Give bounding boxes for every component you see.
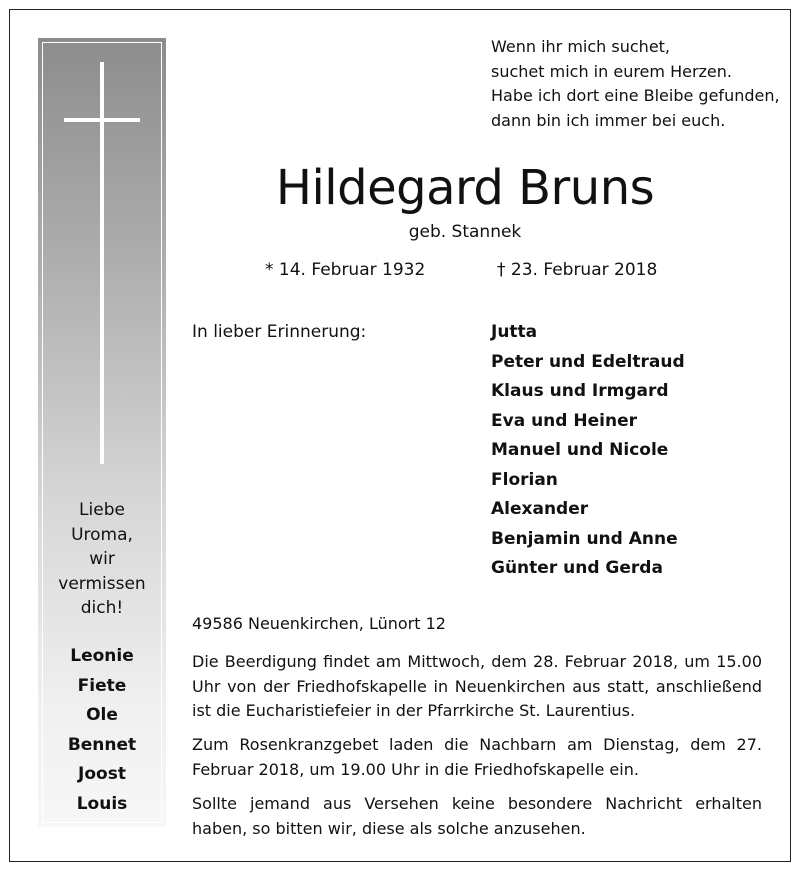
family-member: Eva und Heiner <box>491 410 637 431</box>
cross-icon-horizontal <box>64 118 140 122</box>
funeral-text: Die Beerdigung findet am Mittwoch, dem 28. Februar 2018, um 15.00 Uhr von der Friedhofskapelle in Neuenkirchen aus statt, anschließend ist die Eucharistiefeier in der Pfarrkirche St. Laurentius. <box>192 652 762 720</box>
family-member: Klaus und Irmgard <box>491 381 669 401</box>
family-member: Peter und Edeltraud <box>491 351 685 372</box>
family-list <box>491 318 685 584</box>
family-member: Alexander <box>491 499 589 519</box>
notice-text: Sollte jemand aus Versehen keine besondere Nachricht erhalten haben, so bitten wir, diese als solche anzusehen. <box>192 794 762 838</box>
great-grandchildren-list <box>38 642 166 819</box>
sidebar-message-line: Liebe <box>79 500 125 520</box>
family-member: Florian <box>491 469 558 490</box>
birth-date: * 14. Februar 1932 <box>265 260 426 280</box>
great-grandchild-name: Ole <box>86 705 118 725</box>
sidebar-message-line: Uroma, <box>71 524 133 545</box>
quote-line: dann bin ich immer bei euch. <box>491 110 726 130</box>
quote-line: Habe ich dort eine Bleibe gefunden, <box>491 86 780 105</box>
great-grandchild-name: Louis <box>76 793 128 814</box>
rosary-text: Zum Rosenkranzgebet laden die Nachbarn am Dienstag, dem 27. Februar 2018, um 19.00 Uhr in die Friedhofskapelle ein. <box>192 735 762 779</box>
sidebar-message-line: vermissen <box>58 573 146 594</box>
great-grandchild-name: Joost <box>78 764 126 784</box>
deceased-name: Hildegard Bruns <box>275 160 655 216</box>
death-date: † 23. Februar 2018 <box>497 260 658 280</box>
sidebar-message-line: wir <box>89 549 115 569</box>
great-grandchild-name: Bennet <box>67 734 137 755</box>
quote-line: suchet mich in eurem Herzen. <box>491 61 732 81</box>
family-member: Benjamin und Anne <box>491 528 678 549</box>
great-grandchild-name: Leonie <box>70 646 134 666</box>
memory-label: In lieber Erinnerung: <box>192 322 367 342</box>
quote-line: Wenn ihr mich suchet, <box>491 37 671 56</box>
sidebar-panel <box>38 38 166 827</box>
quote <box>491 35 780 133</box>
sidebar-message <box>38 498 166 621</box>
family-member: Jutta <box>491 322 538 342</box>
family-member: Manuel und Nicole <box>491 440 669 460</box>
cross-icon-vertical <box>100 62 104 464</box>
birth-name: geb. Stannek <box>408 222 522 242</box>
family-member: Günter und Gerda <box>491 558 663 578</box>
great-grandchild-name: Fiete <box>77 675 127 696</box>
address: 49586 Neuenkirchen, Lünort 12 <box>192 614 446 633</box>
sidebar-message-line: dich! <box>80 598 124 618</box>
